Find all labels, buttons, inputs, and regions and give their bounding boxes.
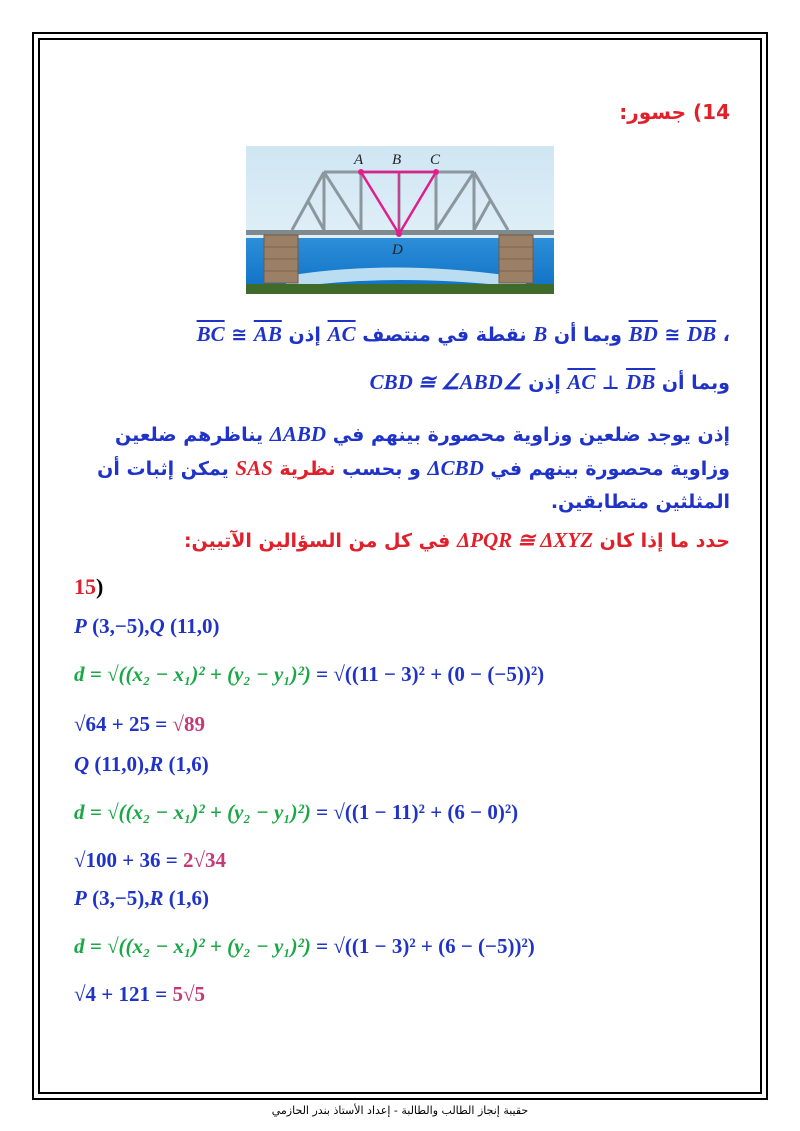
points-pq: P (3,−5),Q (11,0) — [74, 614, 220, 638]
distance-formula-2: d = √((x₂ − x₁)² + (y₂ − y₁)²) = √((1 − 11)² + (6 − 0)²) — [74, 800, 519, 824]
page-footer: حقيبة إنجاز الطالب والطالبة - إعداد الأستاذ بندر الحازمي — [271, 1104, 529, 1117]
point-label-b: B — [392, 152, 402, 168]
distance-formula-3: d = √((x₂ − x₁)² + (y₂ − y₁)²) = √((1 − 3)² + (6 − (−5))²) — [74, 934, 535, 958]
proof-paragraph: إذن يوجد ضلعين وزاوية محصورة بينهم في ΔABD يناظرهم ضلعين وزاوية محصورة بينهم في ΔCBD و بحسب نظرية SAS يمكن إثبات أن المثلثين متطابقين. — [97, 422, 730, 513]
distance-result-3: √4 + 121 = 5√5 — [74, 982, 205, 1006]
distance-formula-1: d = √((x₂ − x₁)² + (y₂ − y₁)²) = √((11 − 3)² + (0 − (−5))²) — [74, 662, 545, 686]
points-pr: P (3,−5),R (1,6) — [74, 886, 210, 910]
question-14-heading: 14) جسور: — [619, 100, 730, 124]
question-15-number: 15) — [74, 574, 104, 599]
point-label-d: D — [392, 242, 403, 258]
point-label-c: C — [430, 152, 441, 168]
distance-result-2: √100 + 36 = 2√34 — [74, 848, 226, 872]
points-qr: Q (11,0),R (1,6) — [74, 752, 209, 776]
point-label-a: A — [354, 152, 364, 168]
distance-result-1: √64 + 25 = √89 — [74, 712, 205, 736]
statement-line-2: وبما أن AC ⊥ DB إذن ∠CBD ≅ ∠ABD — [369, 370, 730, 394]
bridge-illustration — [246, 146, 554, 294]
instruction-line: حدد ما إذا كان ΔPQR ≅ ΔXYZ في كل من السؤالين الآتيين: — [183, 528, 730, 552]
statement-line-1: ، BD ≅ DB وبما أن B نقطة في منتصف AC إذن BC ≅ AB — [196, 322, 730, 346]
